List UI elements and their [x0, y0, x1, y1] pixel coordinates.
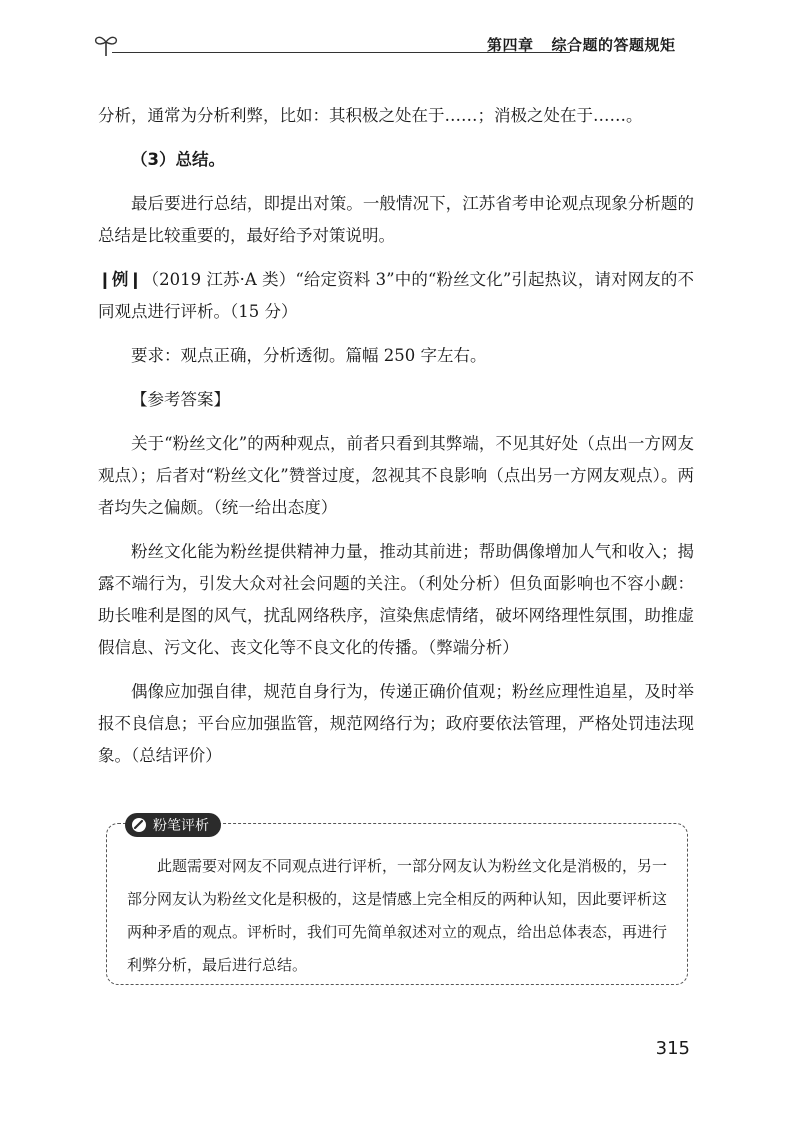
chapter-heading	[487, 34, 692, 55]
sprout-icon	[92, 30, 120, 58]
fenbi-analysis-box	[106, 818, 688, 985]
step-summary-heading: （3）总结。	[131, 150, 225, 169]
chapter-title: 综合题的答题规矩	[551, 36, 676, 54]
answer-paragraph-1: 关于“粉丝文化”的两种观点，前者只看到其弊端，不见其好处（点出一方网友观点）；后者对“粉丝文化”赞誉过度，忽视其不良影响（点出另一方网友观点）。两者均失之偏颇。（统一给出态度）	[98, 434, 694, 517]
running-header	[92, 30, 692, 60]
chapter-number: 第四章	[487, 36, 534, 54]
page-body	[98, 100, 694, 772]
callout-tag	[125, 813, 221, 837]
example-question	[98, 264, 694, 328]
example-text: （2019 江苏·A 类）“给定资料 3”中的“粉丝文化”引起热议，请对网友的不同观点进行评析。（15 分）	[98, 270, 694, 321]
answer-heading: 【参考答案】	[131, 390, 230, 409]
paragraph-summary: 最后要进行总结，即提出对策。一般情况下，江苏省考申论观点现象分析题的总结是比较重要的，最好给予对策说明。	[98, 194, 694, 245]
page-number: 315	[655, 1038, 690, 1059]
callout-text: 此题需要对网友不同观点进行评析，一部分网友认为粉丝文化是消极的，另一部分网友认为粉丝文化是积极的，这是情感上完全相反的两种认知，因此要评析这两种矛盾的观点。评析时，我们可先简单叙述对立的观点，给出总体表态，再进行利弊分析，最后进行总结。	[127, 857, 668, 974]
example-label: ❙例❙	[98, 270, 143, 289]
callout-tag-label: 粉笔评析	[153, 818, 209, 834]
answer-paragraph-2: 粉丝文化能为粉丝提供精神力量，推动其前进；帮助偶像增加人气和收入；揭露不端行为，引发大众对社会问题的关注。（利处分析）但负面影响也不容小觑：助长唯利是图的风气，扰乱网络秩序，渲染焦虑情绪，破坏网络理性氛围，助推虚假信息、污文化、丧文化等不良文化的传播。（弊端分析）	[98, 542, 694, 657]
paragraph-analysis: 分析，通常为分析利弊，比如：其积极之处在于……；消极之处在于……。	[98, 106, 643, 125]
chalk-icon	[131, 817, 147, 833]
requirement-line: 要求：观点正确，分析透彻。篇幅 250 字左右。	[131, 346, 487, 365]
answer-paragraph-3: 偶像应加强自律，规范自身行为，传递正确价值观；粉丝应理性追星，及时举报不良信息；平台应加强监管，规范网络行为；政府要依法管理，严格处罚违法现象。（总结评价）	[98, 682, 694, 765]
